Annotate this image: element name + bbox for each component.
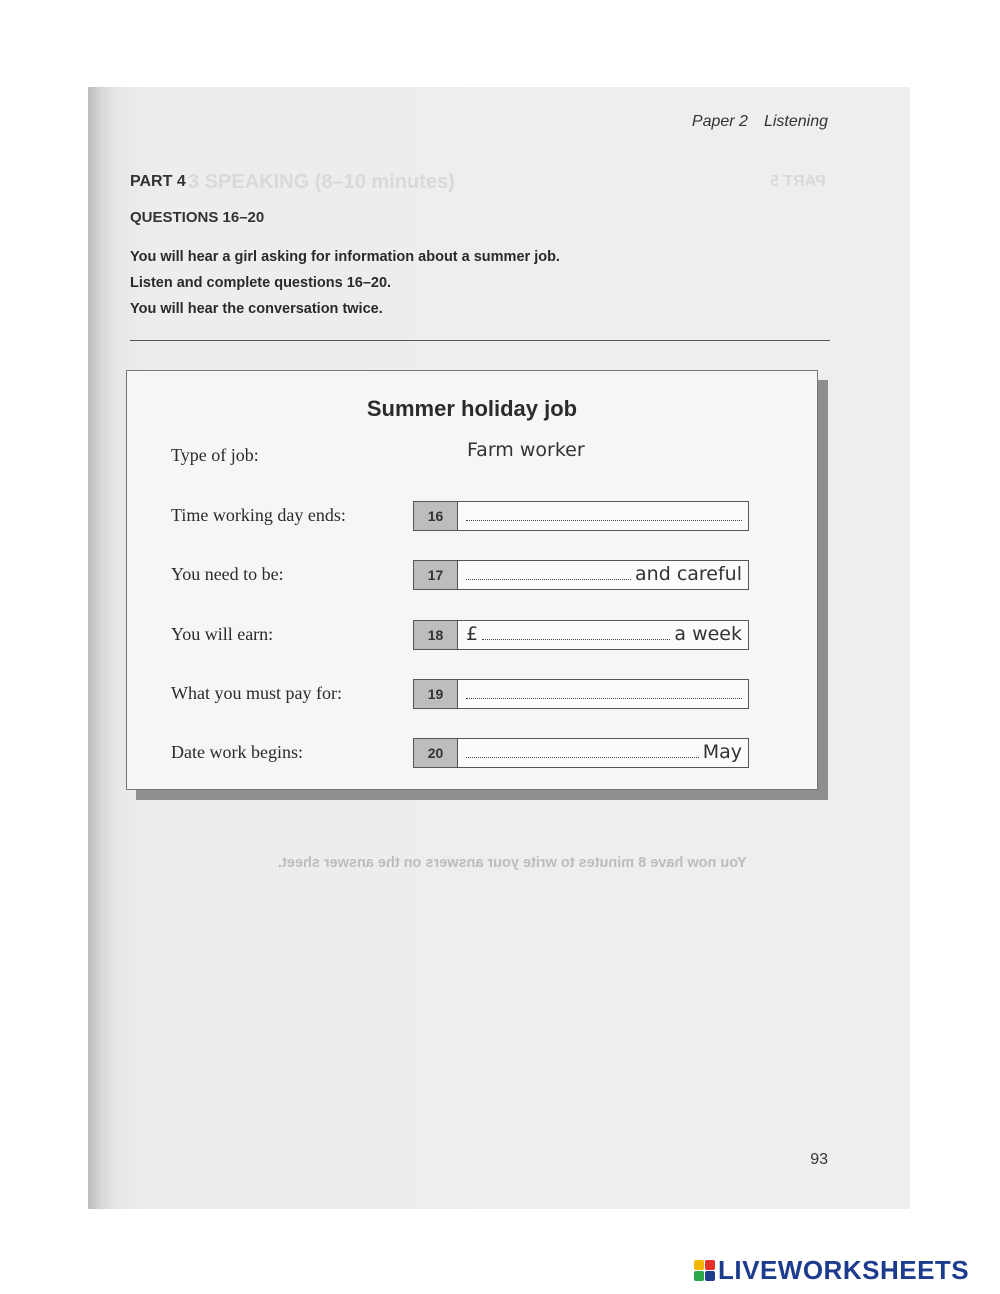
answer-field-16[interactable] (413, 501, 749, 531)
paper-label: Paper 2 (691, 113, 748, 130)
dotted-line (482, 638, 670, 640)
logo-square-blue (705, 1271, 715, 1281)
section-label: Listening (763, 113, 828, 130)
answer-input-16[interactable] (458, 502, 748, 530)
answer-field-20[interactable] (413, 738, 749, 768)
question-number: 16 (414, 502, 458, 530)
page-number: 93 (810, 1151, 828, 1168)
question-number: 18 (414, 621, 458, 649)
question-label: You will earn: (171, 624, 274, 644)
logo-square-red (705, 1260, 715, 1270)
dotted-line (466, 697, 742, 699)
liveworksheets-logo[interactable] (694, 1256, 969, 1284)
question-number: 19 (414, 680, 458, 708)
logo-square-green (694, 1271, 704, 1281)
answer-input-18[interactable] (458, 621, 748, 649)
answer-input-20[interactable] (458, 739, 748, 767)
type-of-job-value: Farm worker (467, 439, 585, 461)
answer-field-17[interactable] (413, 560, 749, 590)
scanned-page (88, 87, 910, 1209)
question-number: 20 (414, 739, 458, 767)
instruction-line: You will hear the conversation twice. (130, 301, 383, 317)
answer-suffix: and careful (635, 563, 742, 585)
dotted-line (466, 519, 742, 521)
bleed-through-speaking: 3 SPEAKING (8–10 minutes) (188, 171, 455, 193)
questions-title: QUESTIONS 16–20 (130, 209, 265, 226)
answer-input-19[interactable] (458, 680, 748, 708)
answer-field-18[interactable] (413, 620, 749, 650)
running-header (692, 113, 828, 131)
logo-square-yellow (694, 1260, 704, 1270)
type-of-job-label: Type of job: (171, 445, 259, 465)
instruction-line: You will hear a girl asking for information about a summer job. (130, 249, 560, 265)
answer-suffix: May (702, 741, 742, 763)
question-number: 17 (414, 561, 458, 589)
bleed-through-footer: You now have 8 minutes to write your answers on the answer sheet. (278, 855, 747, 871)
brand-name: LIVEWORKSHEETS (718, 1254, 970, 1285)
dotted-line (466, 756, 699, 758)
bleed-through-part5: PART 5 (770, 173, 826, 190)
answer-suffix: a week (674, 623, 742, 645)
question-label: Time working day ends: (171, 505, 346, 525)
answer-field-19[interactable] (413, 679, 749, 709)
answer-input-17[interactable] (458, 561, 748, 589)
answer-prefix: £ (466, 623, 479, 645)
part-title: PART 4 (130, 173, 186, 190)
question-label: You need to be: (171, 564, 284, 584)
instruction-line: Listen and complete questions 16–20. (130, 275, 392, 291)
summer-job-form (126, 370, 818, 790)
divider (130, 340, 830, 341)
liveworksheets-mark-icon (694, 1260, 715, 1281)
dotted-line (466, 578, 631, 580)
question-label: What you must pay for: (171, 683, 342, 703)
question-label: Date work begins: (171, 742, 303, 762)
form-title: Summer holiday job (366, 396, 578, 421)
